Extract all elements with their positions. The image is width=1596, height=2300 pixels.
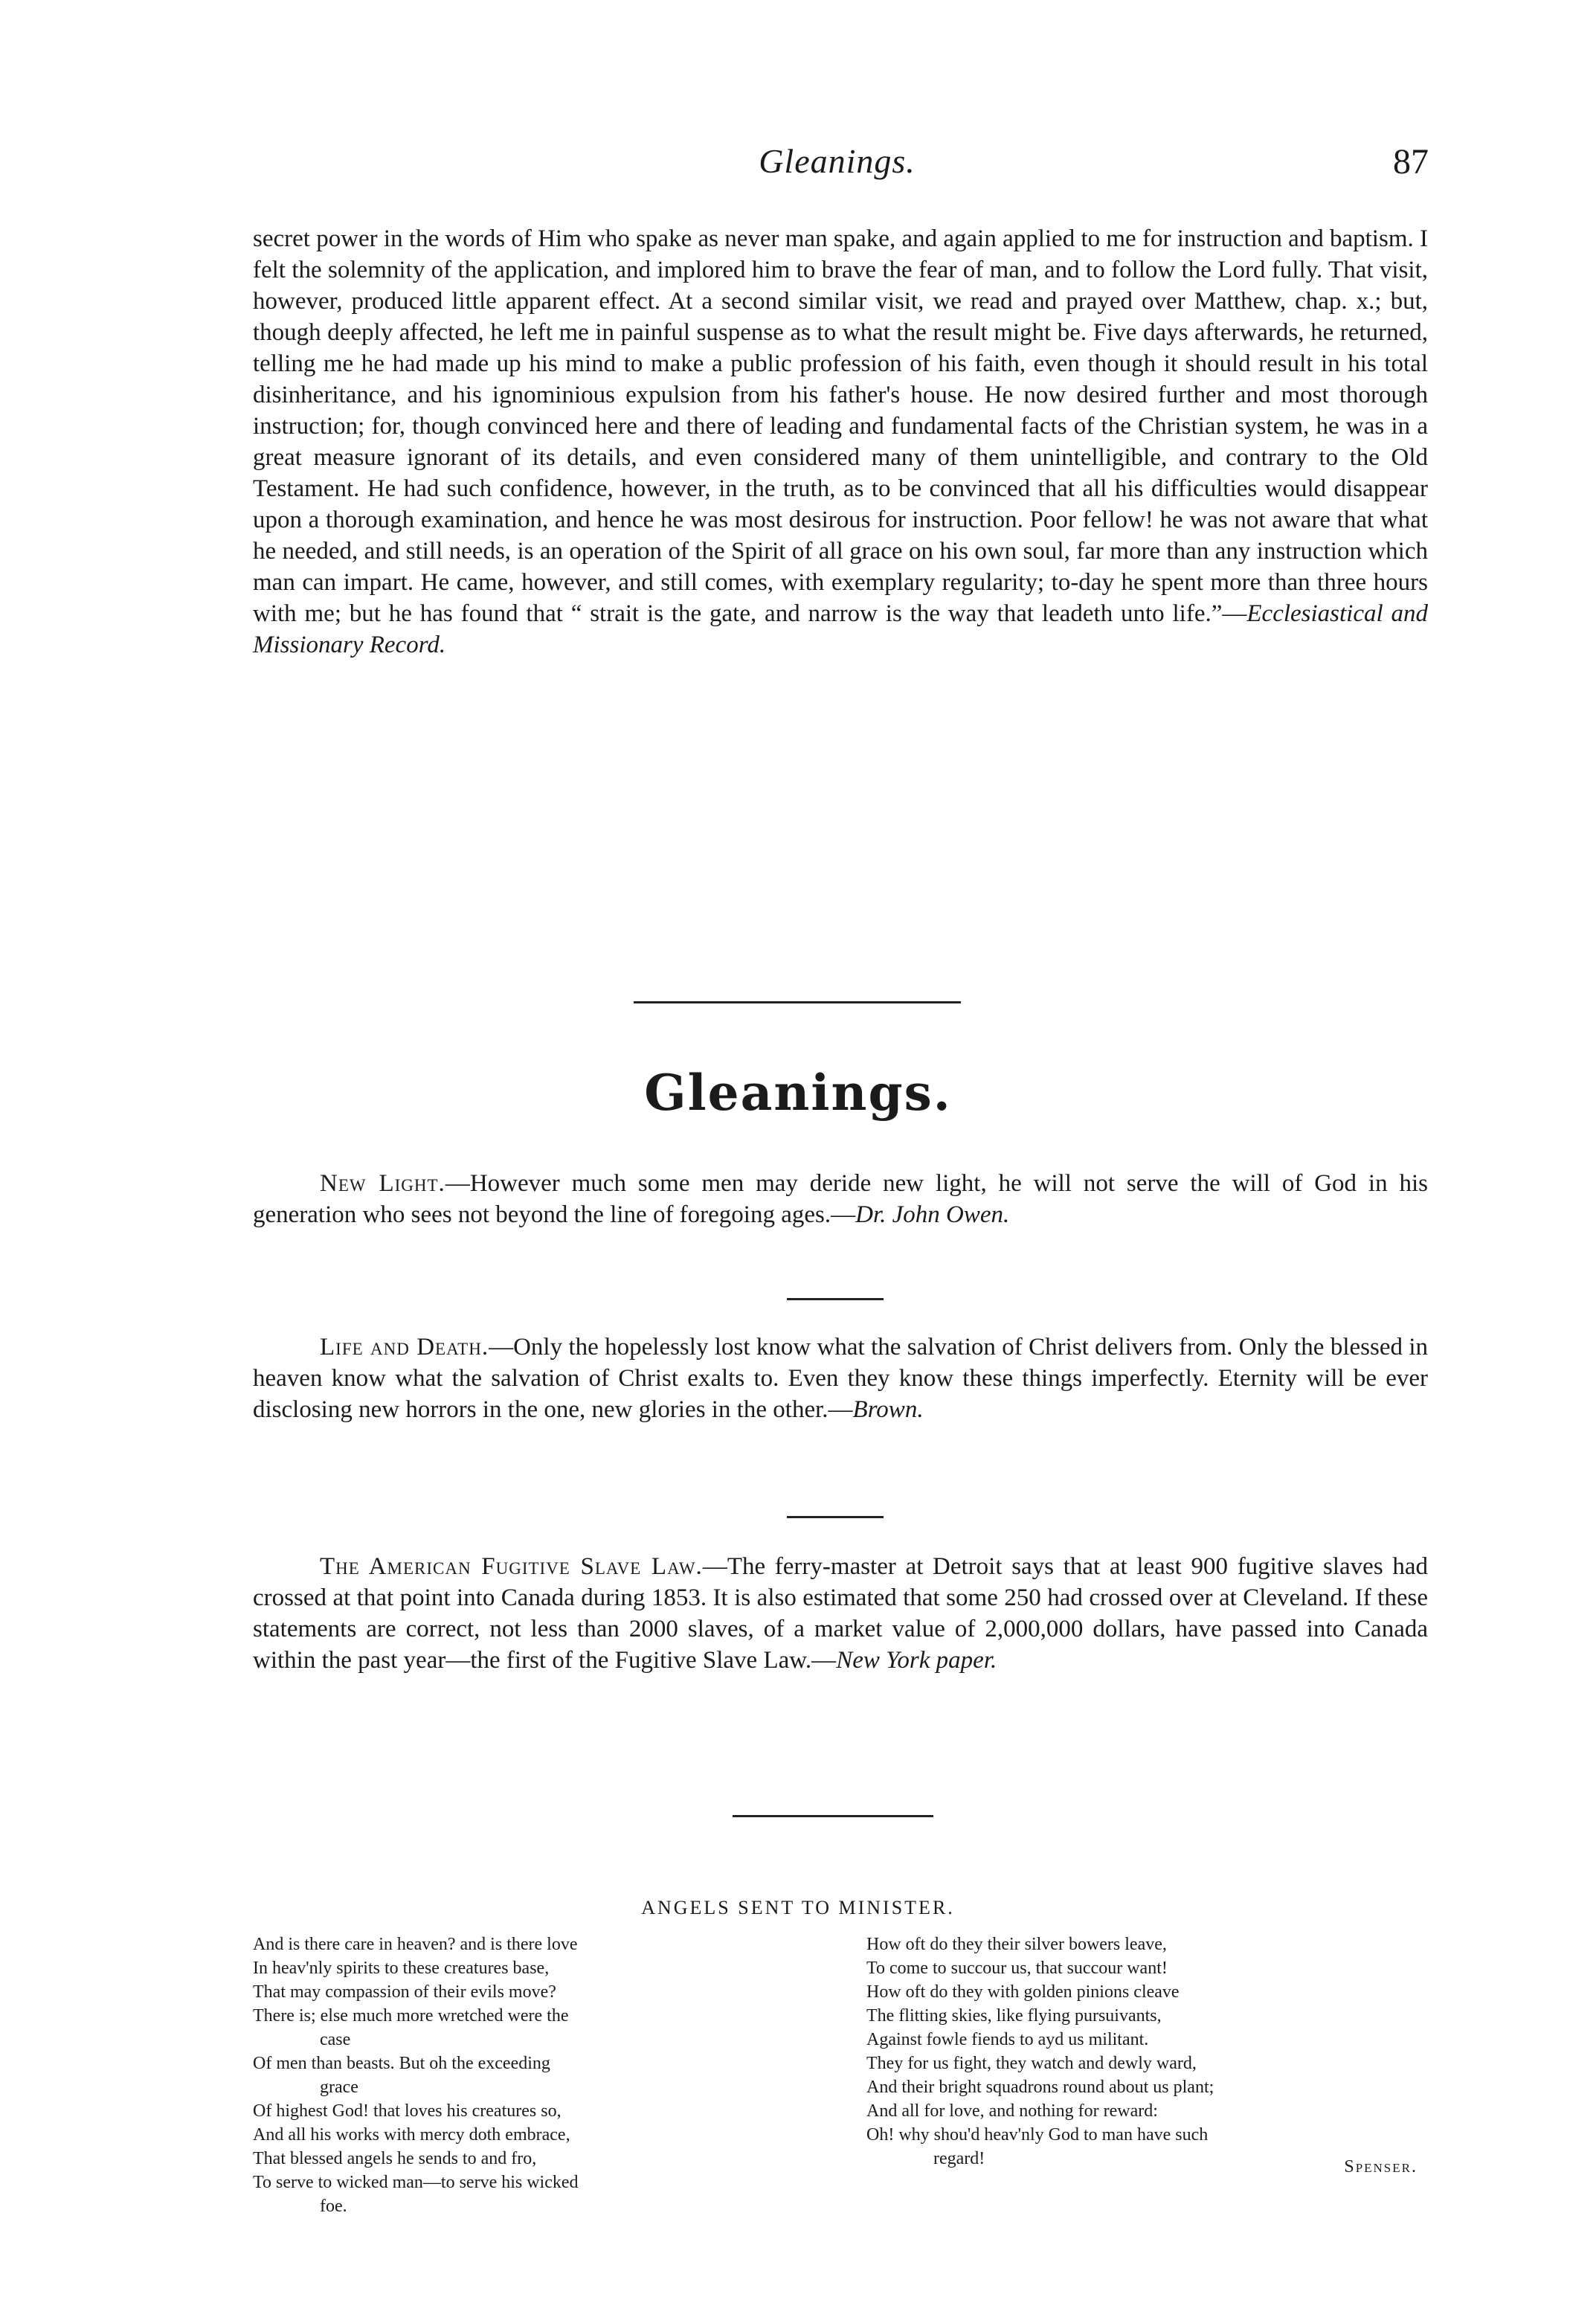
item-body: —The ferry-master at Detroit says that at least 900 fugitive slaves had crossed at that point into Canada during 1853. It is also estimated that some 250 had crossed over at Cleveland. If these statements are correct, not less than 2000 slaves, of a market value of 2,000,000 dollars, have passed into Canada within the past year—the first of the Fugitive Slave Law.—	[253, 1553, 1428, 1674]
poem-line: case	[320, 2030, 351, 2049]
poem-line: grace	[320, 2078, 358, 2097]
poem-line: How oft do they their silver bowers leave,	[866, 1935, 1167, 1954]
running-title: Gleanings.	[759, 142, 916, 180]
poem-title: ANGELS SENT TO MINISTER.	[641, 1897, 955, 1918]
poem-line: Oh! why shou'd heav'nly God to man have such	[866, 2125, 1209, 2145]
poem-line: And is there care in heaven? and is there love	[253, 1935, 578, 1954]
poem-attribution: Spenser.	[1344, 2157, 1418, 2177]
section-heading: Gleanings.	[644, 1064, 952, 1122]
gleaning-item	[253, 1551, 1428, 1676]
gleaning-item	[253, 1168, 1428, 1230]
poem-line: To serve to wicked man—to serve his wicked	[253, 2173, 579, 2192]
poem-right-column	[866, 1933, 1432, 2171]
item-source: Brown.	[852, 1396, 924, 1423]
poem-line: Of highest God! that loves his creatures so,	[253, 2101, 562, 2121]
item-source: New York paper.	[836, 1647, 997, 1674]
item-lead: The American Fugitive Slave Law.	[320, 1553, 703, 1580]
item-lead: New Light.	[320, 1170, 445, 1197]
poem-line: foe.	[320, 2197, 347, 2216]
item-lead: Life and Death.	[320, 1334, 489, 1361]
running-head	[245, 141, 1429, 193]
poem-line: To come to succour us, that succour want!	[866, 1959, 1168, 1978]
poem-line: regard!	[933, 2149, 985, 2168]
item-source: Dr. John Owen.	[855, 1201, 1010, 1228]
gleaning-item	[253, 1332, 1428, 1425]
poem-line: And their bright squadrons round about us plant;	[866, 2078, 1214, 2097]
item-body: —However much some men may deride new light, he will not serve the will of God in his generation who sees not beyond the line of foregoing ages.—	[253, 1170, 1428, 1228]
poem-line: That may compassion of their evils move?	[253, 1982, 556, 2002]
section-divider	[634, 1001, 961, 1003]
item-body: —Only the hopelessly lost know what the salvation of Christ delivers from. Only the blessed in heaven know what the salvation of Christ exalts to. Even they know these things imperfectly. Eternity will be ever disclosing new horrors in the one, new glories in the other.—	[253, 1334, 1428, 1423]
poem-line: And all his works with mercy doth embrace,	[253, 2125, 570, 2145]
item-divider	[733, 1815, 933, 1817]
poem-line: That blessed angels he sends to and fro,	[253, 2149, 537, 2168]
poem-left-column	[253, 1933, 818, 2218]
poem-line: They for us fight, they watch and dewly ward,	[866, 2054, 1197, 2073]
poem-line: In heav'nly spirits to these creatures base,	[253, 1959, 550, 1978]
poem-line: How oft do they with golden pinions cleave	[866, 1982, 1180, 2002]
poem-line: The flitting skies, like flying pursuivants,	[866, 2006, 1162, 2026]
continuation-source: Ecclesiastical and Missionary Record.	[253, 600, 1428, 658]
poem-line: Of men than beasts. But oh the exceeding	[253, 2054, 550, 2073]
item-divider	[787, 1516, 884, 1518]
poem-line: Against fowle fiends to ayd us militant.	[866, 2030, 1149, 2049]
continuation-body: secret power in the words of Him who spake as never man spake, and again applied to me for instruction and baptism. I felt the solemnity of the application, and implored him to brave the fear of man, and to follow the Lord fully. That visit, however, produced little apparent effect. At a second similar visit, we read and prayed over Matthew, chap. x.; but, though deeply affected, he left me in painful suspense as to what the result might be. Five days afterwards, he returned, telling me he had made up his mind to make a public profession of his faith, even though it should result in his total disinheritance, and his ignominious expulsion from his father's house. He now desired further and most thorough instruction; for, though convinced here and there of leading and fundamental facts of the Christian system, he was in a great measure ignorant of its details, and even considered many of them unintelligible, and contrary to the Old Testament. He had such confidence, however, in the truth, as to be convinced that all his difficulties would disappear upon a thorough examination, and hence he was most desirous for instruction. Poor fellow! he was not aware that what he needed, and still needs, is an operation of the Spirit of all grace on his own soul, far more than any instruction which man can impart. He came, however, and still comes, with exemplary regularity; to-day he spent more than three hours with me; but he has found that “ strait is the gate, and narrow is the way that leadeth unto life.”—	[253, 225, 1428, 627]
poem-line: There is; else much more wretched were the	[253, 2006, 569, 2026]
page-number: 87	[1393, 142, 1429, 182]
poem-line: And all for love, and nothing for reward:	[866, 2101, 1158, 2121]
continuation-paragraph	[253, 223, 1428, 661]
item-divider	[787, 1298, 884, 1300]
